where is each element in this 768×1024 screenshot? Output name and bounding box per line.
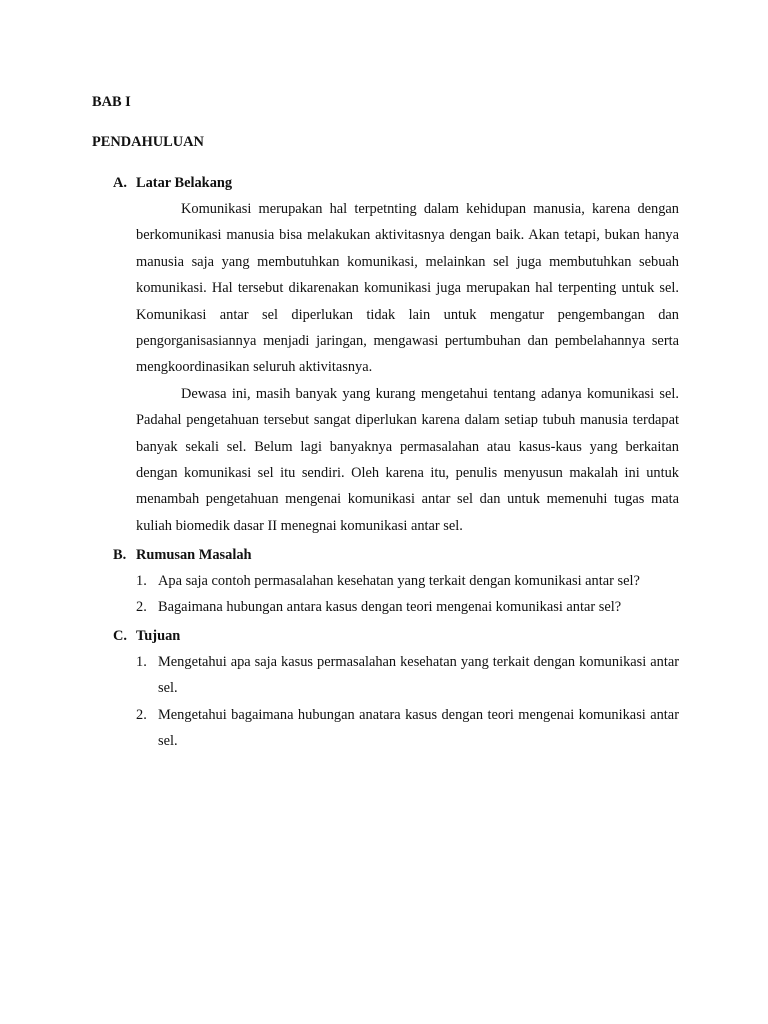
section-heading bbox=[113, 546, 679, 564]
list-number: 2. bbox=[136, 599, 147, 616]
list-item bbox=[136, 594, 679, 620]
section-heading bbox=[113, 627, 679, 645]
section-title: Rumusan Masalah bbox=[136, 547, 252, 563]
chapter-label: BAB I bbox=[92, 94, 131, 110]
list-item bbox=[136, 568, 679, 594]
list-text: Apa saja contoh permasalahan kesehatan yang terkait dengan komunikasi antar sel? bbox=[158, 573, 640, 589]
list-number: 2. bbox=[136, 706, 147, 723]
question-list bbox=[113, 568, 679, 621]
list-text: Mengetahui apa saja kasus permasalahan kesehatan yang terkait dengan komunikasi antar sel. bbox=[158, 654, 679, 697]
section-tujuan bbox=[113, 627, 679, 755]
list-item bbox=[136, 649, 679, 702]
section-rumusan-masalah bbox=[113, 546, 679, 621]
section-title: Tujuan bbox=[136, 628, 181, 644]
paragraph: Dewasa ini, masih banyak yang kurang mengetahui tentang adanya komunikasi sel. Padahal pengetahuan tersebut sangat diperlukan karena dalam setiap tubuh manusia terdapat banyak sekali sel. Belum lagi banyaknya permasalahan atau kasus-kaus yang berkaitan dengan komunikasi sel itu sendiri. Oleh karena itu, penulis menyusun makalah ini untuk menambah pengetahuan mengenai komunikasi antar sel dan untuk memenuhi tugas mata kuliah biomedik dasar II menegnai komunikasi antar sel. bbox=[136, 385, 679, 534]
list-text: Mengetahui bagaimana hubungan anatara kasus dengan teori mengenai komunikasi antar sel. bbox=[158, 706, 679, 750]
section-letter: C. bbox=[113, 628, 127, 644]
list-number: 1. bbox=[136, 654, 147, 670]
section-heading bbox=[113, 174, 679, 192]
list-text: Bagaimana hubungan antara kasus dengan teori mengenai komunikasi antar sel? bbox=[158, 599, 622, 616]
list-item bbox=[136, 702, 679, 755]
objective-list bbox=[113, 649, 679, 755]
section-latar-belakang bbox=[113, 174, 679, 539]
paragraph: Komunikasi merupakan hal terpetnting dalam kehidupan manusia, karena dengan berkomunikasi manusia bisa melakukan aktivitasnya dengan baik. Akan tetapi, bukan hanya manusia saja yang membutuhkan komunikasi, melainkan sel juga membutuhkan sebuah komunikasi. Hal tersebut dikarenakan komunikasi juga merupakan hal terpenting untuk sel. Komunikasi antar sel diperlukan tidak lain untuk mengatur pengembangan dan pengorganisasiannya menjadi jaringan, mengawasi pertumbuhan dan pembelahannya serta mengkoordinasikan seluruh aktivitasnya. bbox=[136, 201, 679, 376]
section-title: Latar Belakang bbox=[136, 175, 233, 191]
list-number: 1. bbox=[136, 573, 147, 589]
section-letter: B. bbox=[113, 547, 127, 563]
chapter-title: PENDAHULUAN bbox=[92, 134, 204, 150]
section-letter: A. bbox=[113, 175, 127, 191]
